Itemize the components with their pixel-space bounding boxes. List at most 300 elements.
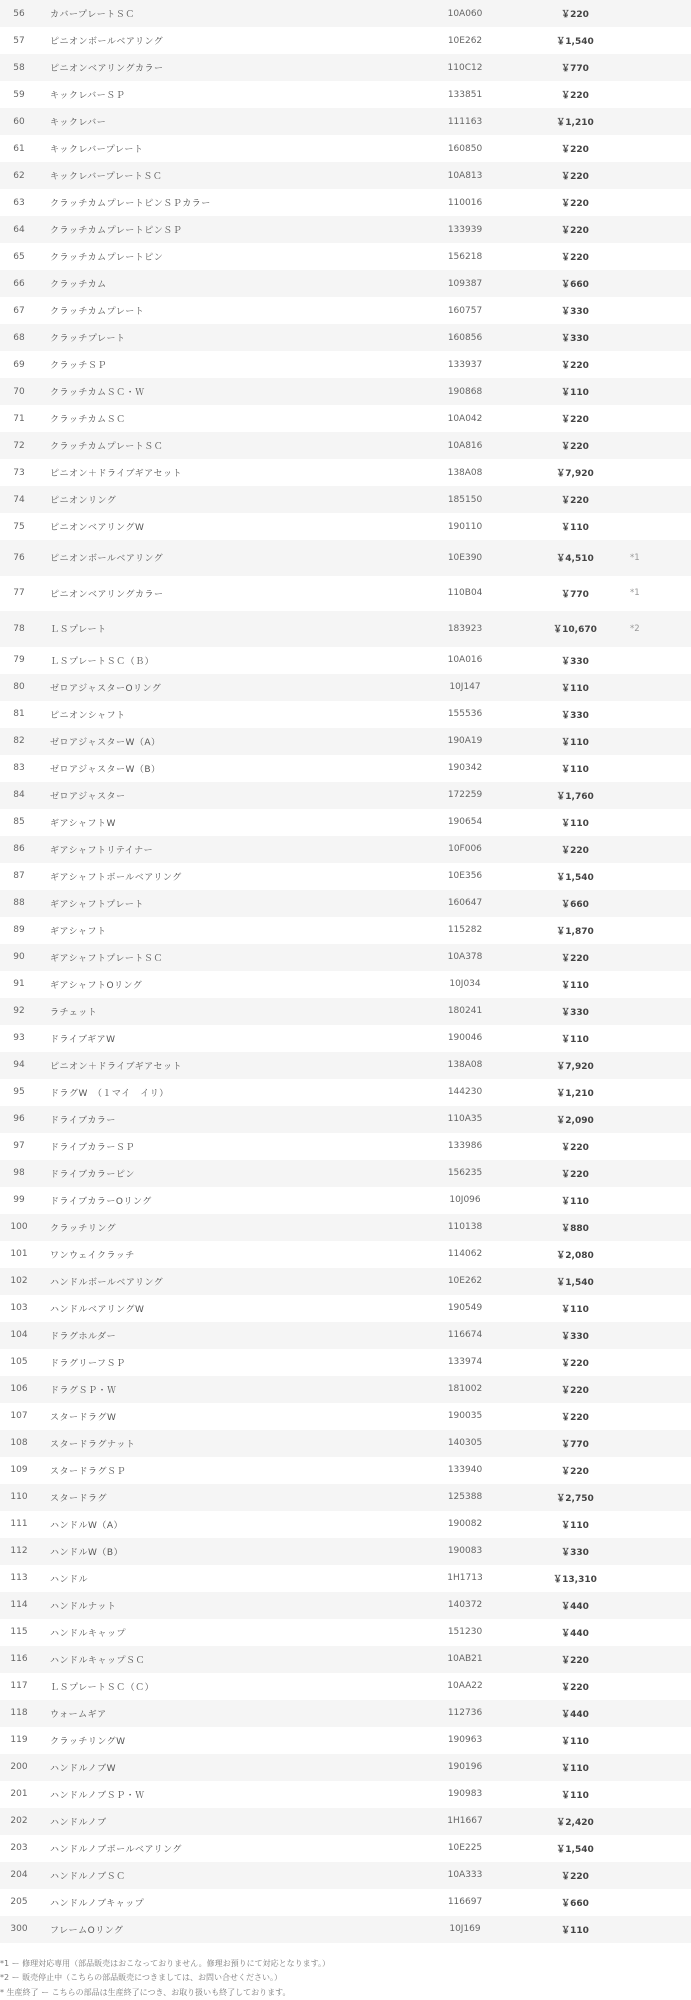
part-price-cell: ￥220 (561, 10, 589, 20)
part-price-cell: ￥1,210 (556, 1088, 594, 1099)
table-row (0, 378, 691, 405)
part-name-cell: スタードラグW (50, 1412, 117, 1423)
part-name-cell: クラッチカムプレートピンＳＰ (50, 226, 183, 236)
part-price-cell: ￥110 (561, 683, 589, 694)
part-name-cell: クラッチカムプレートピン (50, 253, 164, 263)
part-number-cell: 104 (10, 1330, 28, 1340)
part-note-cell (630, 1079, 691, 1106)
part-name-cell: ギアシャフトボールベアリング (50, 872, 182, 883)
part-number-cell: 69 (13, 359, 25, 370)
table-row (0, 1106, 691, 1133)
part-code-cell: 10A042 (447, 413, 483, 424)
part-number-cell: 77 (13, 588, 25, 599)
part-number-cell: 71 (13, 413, 25, 424)
part-code-cell: 190868 (447, 386, 483, 397)
table-row (0, 836, 691, 863)
part-code-cell: 10J147 (449, 682, 481, 692)
part-note-cell (630, 243, 691, 270)
table-row (0, 611, 691, 647)
part-price-cell: ￥770 (561, 64, 589, 74)
part-name-cell: クラッチカムＳＣ (50, 415, 126, 425)
part-note-cell (630, 459, 691, 486)
footnote-1: *1 ー 修理対応専用（部品販売はおこなっておりません。修理お預りにて対応となります。） (0, 1958, 331, 1968)
part-code-cell: 10F006 (448, 844, 482, 854)
part-price-cell: ￥330 (561, 307, 589, 317)
part-note-cell (630, 1619, 691, 1646)
part-price-cell: ￥330 (561, 1331, 589, 1342)
table-row (0, 863, 691, 890)
part-code-cell: 1H1713 (447, 1573, 483, 1583)
part-note-cell (630, 1187, 691, 1214)
part-note-cell (630, 1160, 691, 1187)
part-number-cell: 82 (13, 736, 25, 746)
part-note-cell (630, 1322, 691, 1349)
part-price-cell: ￥110 (561, 388, 589, 398)
part-name-cell: クラッチカムプレートピンＳＰカラー (50, 199, 211, 209)
footnotes (0, 1957, 691, 2000)
part-code-cell: 111163 (447, 116, 483, 127)
part-price-cell: ￥660 (561, 280, 589, 290)
part-price-cell: ￥330 (561, 334, 589, 344)
part-price-cell: ￥880 (561, 1223, 589, 1234)
part-note-cell (630, 1376, 691, 1403)
table-row (0, 1295, 691, 1322)
part-price-cell: ￥110 (561, 1196, 589, 1207)
table-row (0, 1565, 691, 1592)
part-note-cell (630, 189, 691, 216)
part-number-cell: 112 (10, 1546, 28, 1556)
part-code-cell: 110B04 (447, 588, 483, 599)
part-note-cell (630, 324, 691, 351)
part-price-cell: ￥110 (561, 980, 589, 991)
part-number-cell: 63 (13, 197, 25, 208)
part-note-cell (630, 1916, 691, 1943)
part-price-cell: ￥1,870 (556, 926, 594, 937)
part-code-cell: 116697 (447, 1897, 483, 1907)
part-price-cell: ￥7,920 (556, 469, 594, 479)
table-row (0, 1349, 691, 1376)
part-code-cell: 110016 (447, 197, 483, 208)
part-note-cell (630, 755, 691, 782)
table-row (0, 1322, 691, 1349)
part-price-cell: ￥220 (561, 199, 589, 209)
table-row (0, 1808, 691, 1835)
part-code-cell: 190654 (447, 817, 483, 827)
part-name-cell: ギアシャフトリテイナー (50, 845, 154, 856)
table-row (0, 54, 691, 81)
part-number-cell: 59 (13, 89, 25, 100)
part-code-cell: 10E262 (447, 1276, 483, 1286)
part-number-cell: 65 (13, 251, 25, 262)
table-row (0, 1133, 691, 1160)
part-code-cell: 172259 (447, 790, 483, 800)
part-number-cell: 108 (10, 1438, 28, 1448)
table-row (0, 459, 691, 486)
footnote-2: *2 ー 販売停止中（こちらの部品販売につきましては、お問い合せください。） (0, 1973, 283, 1982)
part-name-cell: ドライブカラーピン (50, 1169, 135, 1180)
part-name-cell: ギアシャフトOリング (50, 980, 143, 991)
part-note-cell: *1 (630, 552, 640, 563)
part-name-cell: ギアシャフトプレートＳＣ (50, 953, 163, 964)
part-code-cell: 133851 (447, 89, 483, 100)
part-code-cell: 185150 (447, 494, 483, 505)
table-row (0, 324, 691, 351)
part-price-cell: ￥1,540 (556, 37, 594, 47)
part-note-cell (630, 1673, 691, 1700)
part-number-cell: 90 (13, 952, 25, 962)
part-name-cell: ドライブカラー (50, 1115, 116, 1126)
part-note-cell (630, 1133, 691, 1160)
part-number-cell: 107 (10, 1411, 28, 1421)
part-note-cell (630, 890, 691, 917)
part-number-cell: 58 (13, 62, 25, 73)
table-row (0, 0, 691, 27)
part-name-cell: クラッチリングW (50, 1736, 126, 1747)
part-code-cell: 10J169 (449, 1924, 481, 1934)
part-number-cell: 57 (13, 35, 25, 46)
part-code-cell: 190983 (447, 1789, 483, 1799)
part-note-cell (630, 1646, 691, 1673)
part-price-cell: ￥110 (561, 737, 589, 748)
part-number-cell: 80 (13, 682, 25, 692)
part-price-cell: ￥110 (561, 1034, 589, 1045)
part-code-cell: 110138 (447, 1222, 483, 1232)
part-code-cell: 190342 (447, 763, 483, 773)
part-name-cell: ピニオン＋ドライブギアセット (50, 1061, 183, 1072)
part-code-cell: 10E262 (447, 35, 483, 46)
table-row (0, 81, 691, 108)
table-row (0, 998, 691, 1025)
part-name-cell: ギアシャフトW (50, 818, 116, 829)
part-note-cell (630, 1025, 691, 1052)
table-row (0, 971, 691, 998)
part-code-cell: 1H1667 (447, 1816, 483, 1826)
part-price-cell: ￥10,670 (553, 625, 597, 636)
part-name-cell: ハンドルノブキャップ (50, 1898, 145, 1909)
part-code-cell: 190A19 (447, 736, 483, 746)
table-row (0, 297, 691, 324)
part-code-cell: 138A08 (447, 1060, 483, 1070)
table-row (0, 540, 691, 576)
part-name-cell: ピニオン＋ドライブギアセット (50, 469, 183, 479)
part-note-cell (630, 378, 691, 405)
part-name-cell: クラッチリング (50, 1223, 117, 1234)
part-price-cell: ￥110 (561, 1763, 589, 1774)
part-name-cell: ハンドルノブW (50, 1763, 117, 1774)
part-code-cell: 133986 (447, 1141, 483, 1151)
part-note-cell (630, 836, 691, 863)
table-row (0, 135, 691, 162)
part-name-cell: ドラグＳＰ・Ｗ (50, 1385, 117, 1396)
part-code-cell: 140372 (447, 1600, 483, 1610)
part-note-cell (630, 1808, 691, 1835)
table-row (0, 1079, 691, 1106)
part-number-cell: 114 (10, 1600, 28, 1610)
part-name-cell: ピニオンリング (50, 496, 117, 506)
table-row (0, 1727, 691, 1754)
part-number-cell: 62 (13, 170, 25, 181)
part-code-cell: 10AA22 (447, 1681, 483, 1691)
part-code-cell: 10A813 (447, 170, 483, 181)
part-code-cell: 190110 (447, 521, 483, 532)
part-number-cell: 74 (13, 494, 25, 505)
part-price-cell: ￥220 (561, 361, 589, 371)
part-code-cell: 116674 (447, 1330, 483, 1340)
part-note-cell (630, 27, 691, 54)
part-name-cell: クラッチＳＰ (50, 361, 107, 371)
part-code-cell: 190046 (447, 1033, 483, 1043)
part-note-cell (630, 701, 691, 728)
part-number-cell: 115 (10, 1627, 28, 1637)
part-name-cell: ドラグホルダー (50, 1331, 117, 1342)
part-name-cell: ドラグW （１マイ イリ） (50, 1088, 169, 1099)
part-name-cell: ゼロアジャスター (50, 791, 126, 802)
part-note-cell (630, 432, 691, 459)
part-note-cell (630, 1889, 691, 1916)
part-name-cell: ウォームギア (50, 1709, 107, 1720)
part-code-cell: 125388 (447, 1492, 483, 1502)
part-number-cell: 100 (10, 1222, 28, 1232)
part-number-cell: 81 (13, 709, 25, 719)
part-number-cell: 200 (10, 1762, 28, 1772)
part-note-cell (630, 1781, 691, 1808)
part-price-cell: ￥220 (561, 415, 589, 425)
part-note-cell (630, 1268, 691, 1295)
part-code-cell: 156218 (447, 251, 483, 262)
part-name-cell: クラッチカムＳＣ・Ｗ (50, 388, 145, 398)
part-note-cell (630, 809, 691, 836)
part-number-cell: 60 (13, 116, 25, 127)
part-number-cell: 78 (13, 623, 25, 634)
part-name-cell: ピニオンベアリングカラー (50, 589, 164, 600)
part-name-cell: ＬＳプレートＳＣ（Ｂ） (50, 656, 155, 667)
table-row (0, 1700, 691, 1727)
table-row (0, 270, 691, 297)
part-name-cell: キックレバープレート (50, 145, 144, 155)
part-number-cell: 110 (10, 1492, 28, 1502)
table-row (0, 1241, 691, 1268)
table-row (0, 1025, 691, 1052)
table-row (0, 1430, 691, 1457)
table-row (0, 1835, 691, 1862)
part-note-cell (630, 216, 691, 243)
part-name-cell: ＬＳプレートＳＣ（Ｃ） (50, 1682, 155, 1693)
part-price-cell: ￥220 (561, 1871, 589, 1882)
part-code-cell: 10A816 (447, 440, 483, 451)
part-price-cell: ￥330 (561, 656, 589, 667)
part-code-cell: 110C12 (447, 62, 483, 73)
part-name-cell: カバープレートＳＣ (50, 10, 135, 20)
table-row (0, 1889, 691, 1916)
part-price-cell: ￥660 (561, 1898, 589, 1909)
part-number-cell: 117 (10, 1681, 28, 1691)
table-row (0, 1592, 691, 1619)
part-price-cell: ￥220 (561, 845, 589, 856)
part-number-cell: 300 (10, 1924, 28, 1934)
footnote-3: * 生産終了 ー こちらの部品は生産終了につき、お取り扱いも終了しております。 (0, 1987, 291, 1997)
table-row (0, 1052, 691, 1079)
table-row (0, 890, 691, 917)
part-name-cell: ドライブギアW (50, 1034, 116, 1045)
part-code-cell: 140305 (447, 1438, 483, 1448)
part-name-cell: ハンドルキャップ (50, 1628, 127, 1639)
part-price-cell: ￥110 (561, 764, 589, 775)
table-row (0, 782, 691, 809)
part-name-cell: ハンドルW（A） (50, 1520, 124, 1531)
part-note-cell (630, 135, 691, 162)
part-code-cell: 190082 (447, 1519, 483, 1529)
table-row (0, 647, 691, 674)
part-code-cell: 10E356 (447, 871, 483, 881)
part-note-cell (630, 944, 691, 971)
table-row (0, 944, 691, 971)
part-note-cell (630, 1538, 691, 1565)
part-number-cell: 96 (13, 1114, 25, 1124)
table-row (0, 1187, 691, 1214)
part-note-cell (630, 1430, 691, 1457)
part-note-cell (630, 917, 691, 944)
part-name-cell: ハンドルノブＳＰ・Ｗ (50, 1790, 145, 1801)
part-note-cell (630, 1052, 691, 1079)
part-price-cell: ￥220 (561, 1682, 589, 1693)
table-row (0, 432, 691, 459)
part-number-cell: 67 (13, 305, 25, 316)
part-number-cell: 105 (10, 1357, 28, 1367)
part-name-cell: ドライブカラーOリング (50, 1196, 152, 1207)
part-name-cell: ＬＳプレート (50, 625, 107, 636)
part-price-cell: ￥440 (561, 1628, 589, 1639)
part-number-cell: 83 (13, 763, 25, 773)
part-price-cell: ￥330 (561, 710, 589, 721)
table-row (0, 728, 691, 755)
part-code-cell: 183923 (447, 623, 483, 634)
part-code-cell: 133939 (447, 224, 483, 235)
table-row (0, 1484, 691, 1511)
part-price-cell: ￥2,090 (556, 1115, 594, 1126)
table-row (0, 1538, 691, 1565)
part-name-cell: クラッチカムプレートＳＣ (50, 442, 164, 452)
part-code-cell: 133940 (447, 1465, 483, 1475)
part-number-cell: 204 (10, 1870, 28, 1880)
part-name-cell: ピニオンボールベアリング (50, 37, 164, 47)
part-price-cell: ￥110 (561, 1520, 589, 1531)
part-price-cell: ￥220 (561, 145, 589, 155)
table-row (0, 108, 691, 135)
part-name-cell: クラッチカムプレート (50, 307, 145, 317)
part-code-cell: 151230 (447, 1627, 483, 1637)
part-price-cell: ￥4,510 (556, 554, 594, 565)
part-price-cell: ￥220 (561, 496, 589, 506)
part-price-cell: ￥7,920 (556, 1061, 594, 1072)
part-note-cell (630, 1241, 691, 1268)
part-number-cell: 98 (13, 1168, 25, 1178)
part-price-cell: ￥330 (561, 1007, 589, 1018)
table-row (0, 1781, 691, 1808)
part-code-cell: 160850 (447, 143, 483, 154)
part-code-cell: 160647 (447, 898, 483, 908)
part-price-cell: ￥220 (561, 1169, 589, 1180)
part-name-cell: ハンドルノブＳＣ (50, 1871, 126, 1882)
part-note-cell (630, 1457, 691, 1484)
part-name-cell: ハンドルノブボールベアリング (50, 1844, 182, 1855)
part-code-cell: 10A333 (447, 1870, 483, 1880)
part-price-cell: ￥2,420 (556, 1817, 594, 1828)
part-note-cell (630, 486, 691, 513)
part-code-cell: 190083 (447, 1546, 483, 1556)
part-name-cell: スタードラグＳＰ (50, 1466, 127, 1477)
part-code-cell: 133937 (447, 359, 483, 370)
part-price-cell: ￥220 (561, 91, 589, 101)
part-number-cell: 101 (10, 1249, 28, 1259)
table-row (0, 1376, 691, 1403)
part-code-cell: 138A08 (447, 467, 483, 478)
part-price-cell: ￥1,540 (556, 1844, 594, 1855)
part-price-cell: ￥440 (561, 1601, 589, 1612)
part-number-cell: 95 (13, 1087, 25, 1097)
part-code-cell: 144230 (447, 1087, 483, 1097)
part-name-cell: クラッチカム (50, 280, 107, 290)
table-row (0, 1754, 691, 1781)
part-note-cell (630, 81, 691, 108)
part-note-cell (630, 108, 691, 135)
part-note-cell (630, 1295, 691, 1322)
part-number-cell: 66 (13, 278, 25, 289)
part-code-cell: 190035 (447, 1411, 483, 1421)
part-number-cell: 109 (10, 1465, 28, 1475)
part-note-cell (630, 405, 691, 432)
table-row (0, 1673, 691, 1700)
table-row (0, 1862, 691, 1889)
part-number-cell: 94 (13, 1060, 25, 1070)
table-row (0, 701, 691, 728)
part-number-cell: 89 (13, 925, 25, 935)
part-number-cell: 87 (13, 871, 25, 881)
part-name-cell: ハンドルナット (50, 1601, 117, 1612)
part-note-cell: *2 (630, 623, 640, 634)
part-price-cell: ￥110 (561, 818, 589, 829)
table-row (0, 189, 691, 216)
part-note-cell (630, 971, 691, 998)
part-name-cell: ピニオンボールベアリング (50, 554, 164, 565)
part-note-cell (630, 1592, 691, 1619)
part-note-cell (630, 998, 691, 1025)
part-code-cell: 10A016 (447, 655, 483, 665)
part-code-cell: 10AB21 (447, 1654, 483, 1664)
table-row (0, 27, 691, 54)
part-price-cell: ￥110 (561, 1925, 589, 1936)
part-code-cell: 181002 (447, 1384, 483, 1394)
part-price-cell: ￥220 (561, 1655, 589, 1666)
table-row (0, 216, 691, 243)
part-code-cell: 10J096 (449, 1195, 481, 1205)
part-note-cell (630, 674, 691, 701)
part-number-cell: 70 (13, 386, 25, 397)
part-price-cell: ￥110 (561, 1736, 589, 1747)
part-number-cell: 119 (10, 1735, 28, 1745)
part-name-cell: ゼロアジャスターW（A） (50, 737, 161, 748)
part-name-cell: フレームOリング (50, 1925, 124, 1936)
part-price-cell: ￥220 (561, 226, 589, 236)
part-note-cell (630, 1214, 691, 1241)
part-name-cell: スタードラグ (50, 1493, 108, 1504)
table-row (0, 351, 691, 378)
part-note-cell (630, 1754, 691, 1781)
part-name-cell: ギアシャフトプレート (50, 899, 144, 910)
part-price-cell: ￥220 (561, 253, 589, 263)
part-number-cell: 203 (10, 1843, 28, 1853)
part-note-cell (630, 162, 691, 189)
part-code-cell: 10E225 (447, 1843, 483, 1853)
